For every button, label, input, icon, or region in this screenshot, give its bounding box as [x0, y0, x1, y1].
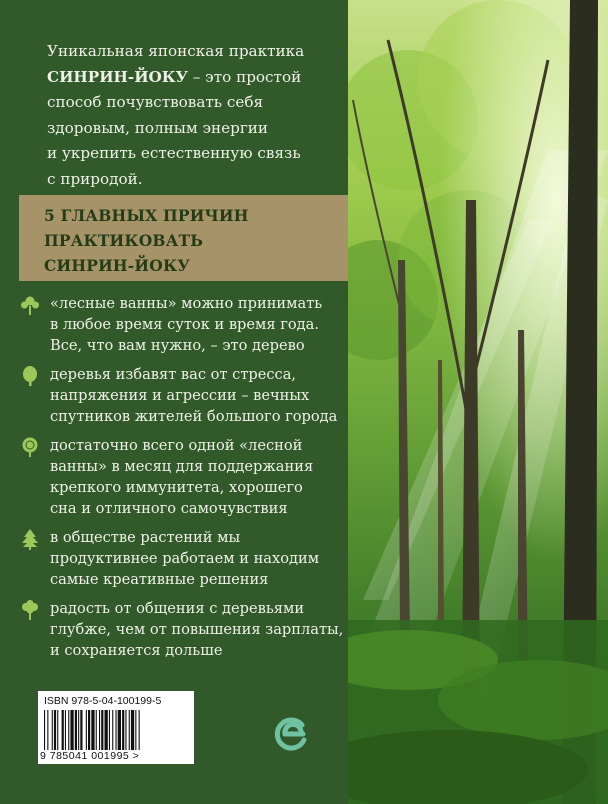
reason-2-line-3: спутников жителей большого города	[50, 408, 338, 425]
reason-3-line-4: сна и отличного самочувствия	[50, 500, 288, 517]
reason-text-3	[50, 435, 344, 519]
intro-line-5: и укрепить естественную связь	[47, 144, 301, 162]
barcode-digits: 9 785041 001995 >	[40, 750, 140, 762]
cluster-tree-icon	[19, 599, 41, 621]
reasons-heading	[44, 203, 334, 278]
intro-line-6: с природой.	[47, 169, 143, 188]
reason-1-line-2: в любое время суток и время года.	[50, 316, 319, 333]
intro-text	[47, 39, 343, 192]
practice-name: СИНРИН-ЙОКУ	[47, 67, 188, 86]
fir-tree-icon	[19, 528, 41, 550]
barcode	[38, 691, 194, 764]
reason-2-line-1: деревья избавят вас от стресса,	[50, 366, 297, 383]
reasons-heading-line-1: 5 ГЛАВНЫХ ПРИЧИН	[44, 206, 249, 225]
intro-line-2-rest: – это простой	[187, 67, 302, 86]
intro-line-2	[47, 65, 343, 91]
reason-1-line-1: «лесные ванны» можно принимать	[50, 295, 323, 312]
reason-4-line-1: в обществе растений мы	[50, 529, 241, 546]
intro-line-1: Уникальная японская практика	[47, 42, 305, 60]
intro-line-3: способ почувствовать себя	[47, 93, 264, 111]
isbn-number: ISBN 978-5-04-100199-5	[44, 695, 162, 707]
reason-5-line-2: глубже, чем от повышения зарплаты,	[50, 621, 344, 638]
reason-text-1	[50, 293, 344, 356]
reason-4-line-3: самые креативные решения	[50, 571, 269, 588]
reason-5-line-3: и сохраняется дольше	[50, 642, 223, 659]
reasons-heading-line-2: ПРАКТИКОВАТЬ	[44, 231, 204, 250]
leafy-tree-icon	[19, 294, 41, 316]
forest-photo	[348, 0, 608, 804]
reason-5-line-1: радость от общения с деревьями	[50, 600, 305, 617]
reason-3-line-3: крепкого иммунитета, хорошего	[50, 479, 303, 496]
bushy-tree-icon	[19, 436, 41, 458]
publisher-logo	[272, 713, 312, 753]
reason-text-4	[50, 527, 344, 590]
reason-1-line-3: Все, что вам нужно, – это дерево	[50, 337, 305, 354]
reasons-heading-line-3: СИНРИН-ЙОКУ	[44, 256, 191, 275]
reason-3-line-1: достаточно всего одной «лесной	[50, 437, 303, 454]
round-tree-icon	[19, 365, 41, 387]
reason-4-line-2: продуктивнее работаем и находим	[50, 550, 320, 567]
reason-3-line-2: ванны» в месяц для поддержания	[50, 458, 314, 475]
reason-text-5	[50, 598, 344, 661]
intro-line-4: здоровым, полным энергии	[47, 118, 269, 137]
reason-text-2	[50, 364, 344, 427]
barcode-bars	[44, 710, 188, 750]
reason-2-line-2: напряжения и агрессии – вечных	[50, 387, 310, 404]
